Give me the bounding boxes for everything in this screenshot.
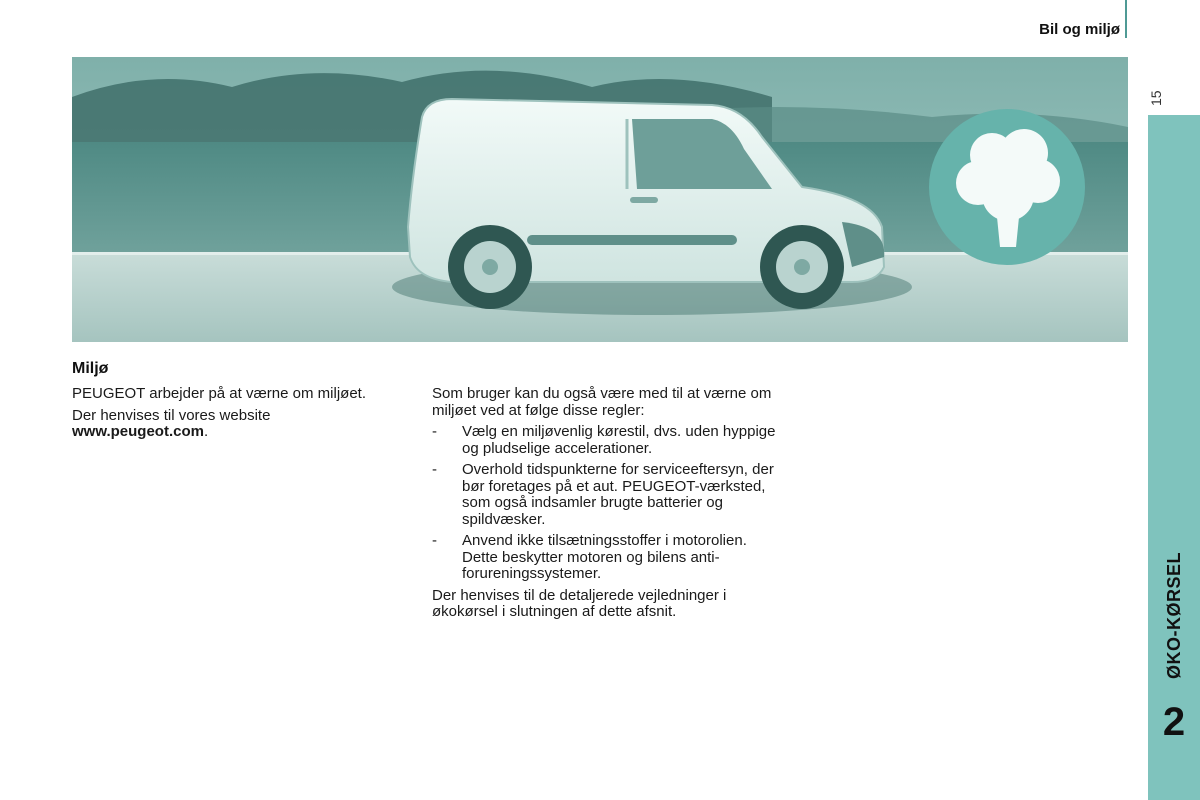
header-divider xyxy=(1125,0,1127,38)
right-column xyxy=(432,386,777,626)
chapter-number: 2 xyxy=(1162,700,1186,744)
running-header: Bil og miljø xyxy=(1039,21,1120,38)
website-suffix: . xyxy=(203,423,209,440)
chapter-tab-label-wrap xyxy=(1148,540,1200,690)
chapter-side-tab xyxy=(1148,115,1200,800)
rules-intro: Som bruger kan du også være med til at værne om miljøet ved at følge disse regler: xyxy=(432,385,772,419)
bullet-dash: - xyxy=(432,423,437,440)
website-link[interactable]: www.peugeot.com xyxy=(72,423,204,440)
bullet-text: Anvend ikke tilsætningsstoffer i motorolien. Dette beskytter motoren og bilens anti-forureningssystemer. xyxy=(462,532,747,582)
website-prefix: Der henvises til vores website xyxy=(72,406,271,424)
tree-icon xyxy=(929,109,1085,265)
intro-paragraph: PEUGEOT arbejder på at værne om miljøet. xyxy=(72,385,366,402)
bullet-text: Overhold tidspunkterne for serviceeftersyn, der bør foretages på et aut. PEUGEOT-værksted, som også indsamler brugte batterier og spildvæsker. xyxy=(462,461,774,528)
list-item xyxy=(432,424,777,457)
page-number: 15 xyxy=(1148,90,1164,106)
bullet-text: Vælg en miljøvenlig kørestil, dvs. uden hyppige og pludselige accelerationer. xyxy=(462,423,776,457)
list-item xyxy=(432,533,777,583)
chapter-tab-label: ØKO-KØRSEL xyxy=(1163,551,1184,679)
list-item xyxy=(432,462,777,528)
section-title: Miljø xyxy=(72,360,109,377)
van-illustration xyxy=(72,57,1128,342)
website-paragraph xyxy=(72,408,402,441)
rules-outro: Der henvises til de detaljerede vejledninger i økokørsel i slutningen af dette afsnit. xyxy=(432,586,727,620)
bullet-dash: - xyxy=(432,461,437,478)
bullet-dash: - xyxy=(432,532,437,549)
left-column xyxy=(72,386,402,446)
van-photo xyxy=(72,57,1128,342)
